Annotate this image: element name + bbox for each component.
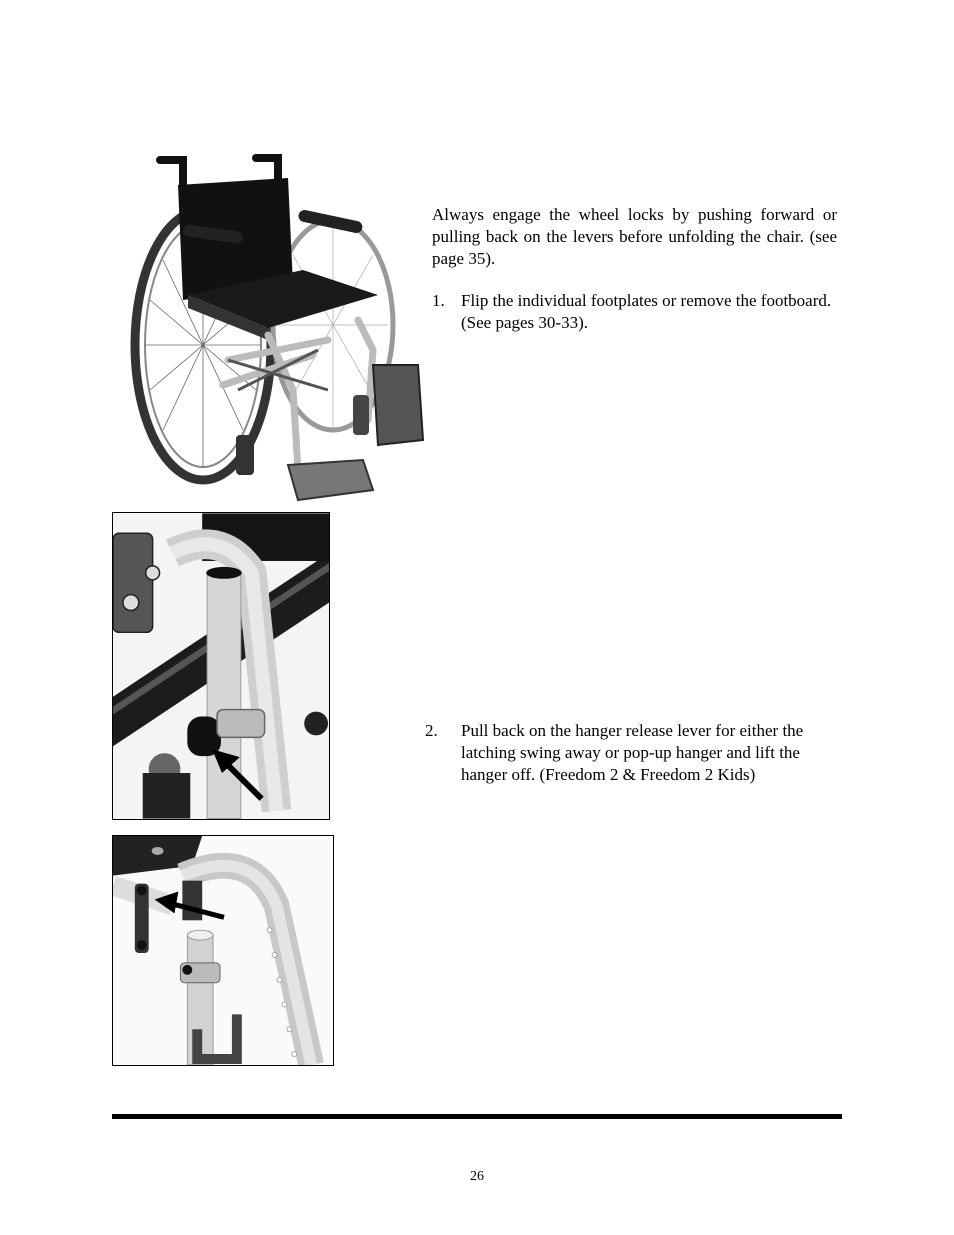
wheelchair-illustration	[128, 150, 438, 510]
step-2-text: Pull back on the hanger release lever for either the latching swing away or pop-up hanger and lift the hanger off. (Freedom 2 & Freedom 2 Kids)	[461, 721, 804, 784]
hanger-lift-off-illustration	[112, 835, 334, 1066]
step-1	[432, 290, 837, 334]
hanger-release-lever-illustration	[112, 512, 330, 820]
footer-rule	[112, 1114, 842, 1119]
step-1-number: 1.	[432, 291, 445, 310]
step-2	[425, 720, 840, 786]
intro-paragraph: Always engage the wheel locks by pushing forward or pulling back on the levers before unfolding the chair. (see page 35).	[432, 205, 837, 268]
step-2-number: 2.	[425, 721, 438, 740]
step-1-text: Flip the individual footplates or remove the footboard. (See pages 30-33).	[461, 291, 832, 332]
page-number: 26	[470, 1169, 484, 1184]
